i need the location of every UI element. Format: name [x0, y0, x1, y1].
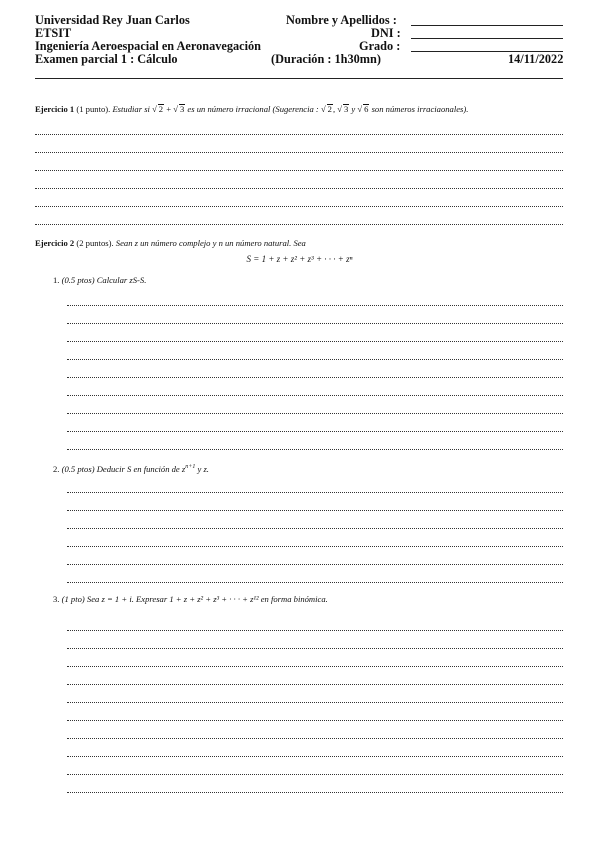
answer-line[interactable]: [67, 702, 563, 703]
item-1-text: (0.5 ptos) Calcular zS-S.: [61, 275, 147, 285]
item-3-text-e: en forma binómica.: [260, 594, 328, 604]
name-label: Nombre y Apellidos :: [286, 13, 397, 27]
exercise-1-title: Ejercicio 1: [35, 104, 75, 114]
university-name: Universidad Rey Juan Carlos: [35, 13, 190, 27]
answer-line[interactable]: [35, 206, 563, 207]
degree-name: Ingeniería Aeroespacial en Aeronavegación: [35, 39, 261, 53]
dni-label: DNI :: [371, 26, 401, 40]
answer-line[interactable]: [67, 774, 563, 775]
exercise-1-text-a: Estudiar si: [112, 104, 150, 114]
item-3-text-c: . Expresar: [131, 594, 168, 604]
sqrt2-plus-sqrt3: √ 2 + √ 3: [152, 104, 185, 114]
answer-line[interactable]: [35, 188, 563, 189]
answer-line[interactable]: [67, 449, 563, 450]
answer-line[interactable]: [67, 648, 563, 649]
item-1: [53, 275, 146, 286]
answer-line[interactable]: [67, 341, 563, 342]
answer-line[interactable]: [67, 582, 563, 583]
school-name: ETSIT: [35, 26, 72, 40]
answer-line[interactable]: [67, 564, 563, 565]
answer-line[interactable]: [67, 431, 563, 432]
answer-line[interactable]: [35, 170, 563, 171]
exercise-2-intro: Sean z un número complejo y n un número natural. Sea: [115, 238, 306, 248]
answer-line[interactable]: [67, 359, 563, 360]
item-2-number: 2.: [53, 463, 60, 474]
name-field-line[interactable]: [411, 25, 563, 26]
exercise-1-statement: [35, 104, 468, 115]
answer-line[interactable]: [67, 377, 563, 378]
answer-line[interactable]: [67, 323, 563, 324]
answer-line[interactable]: [35, 152, 563, 153]
answer-line[interactable]: [67, 528, 563, 529]
z-power-n-plus-1: $z^{n+1}$: [181, 463, 196, 474]
exercise-1-points: (1 punto).: [76, 104, 111, 114]
answer-line[interactable]: [67, 492, 563, 493]
sum-formula: S = 1 + z + z² + z³ + · · · + zⁿ: [246, 254, 353, 264]
exam-date: 14/11/2022: [508, 52, 564, 66]
answer-line[interactable]: [67, 720, 563, 721]
answer-line[interactable]: [67, 792, 563, 793]
exercise-2-title: Ejercicio 2: [35, 238, 75, 248]
header-divider: [35, 78, 563, 79]
answer-line[interactable]: [67, 413, 563, 414]
answer-line[interactable]: [67, 305, 563, 306]
dni-field-line[interactable]: [411, 38, 563, 39]
exercise-1-text-b: es un número irracional (Sugerencia :: [187, 104, 319, 114]
grado-label: Grado :: [359, 39, 401, 53]
exercise-2-points: (2 puntos).: [76, 238, 114, 248]
item-2-text-b: y z.: [197, 463, 209, 474]
item-2-text-a: (0.5 ptos) Deducir S en función de: [61, 463, 180, 474]
sqrt-list: √ 2, √ 3 y √ 6: [320, 104, 369, 114]
exam-title: Examen parcial 1 : Cálculo: [35, 52, 178, 66]
exercise-1-text-c: son números irraciaonales).: [371, 104, 469, 114]
item-3-text-a: (1 pto) Sea: [61, 594, 100, 604]
item-1-number: 1.: [53, 275, 60, 285]
answer-line[interactable]: [67, 666, 563, 667]
item-2: [53, 462, 209, 475]
answer-line[interactable]: [35, 224, 563, 225]
item-3-z-def: z = 1 + i: [101, 594, 132, 604]
item-3-number: 3.: [53, 594, 60, 604]
answer-line[interactable]: [67, 546, 563, 547]
answer-line[interactable]: [67, 738, 563, 739]
answer-line[interactable]: [67, 510, 563, 511]
answer-line[interactable]: [35, 134, 563, 135]
answer-line[interactable]: [67, 756, 563, 757]
item-3: [53, 594, 328, 605]
answer-line[interactable]: [67, 684, 563, 685]
answer-line[interactable]: [67, 395, 563, 396]
exam-duration: (Duración : 1h30mn): [271, 52, 381, 66]
exercise-2-statement: [35, 238, 306, 249]
item-3-sum: 1 + z + z² + z³ + · · · + z¹²: [169, 594, 259, 604]
answer-line[interactable]: [67, 630, 563, 631]
